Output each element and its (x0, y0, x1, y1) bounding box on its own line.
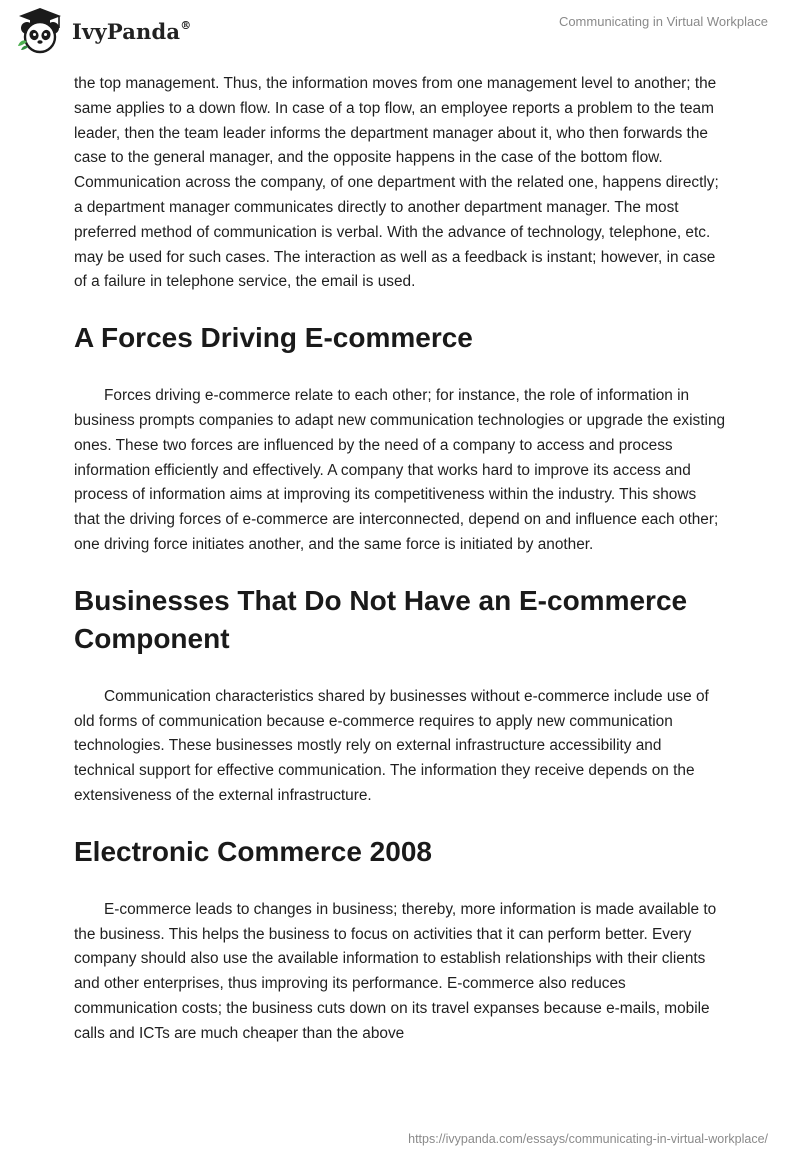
panda-icon (14, 6, 66, 56)
section-heading-electronic-commerce-2008: Electronic Commerce 2008 (74, 835, 432, 867)
section-heading-forces-driving-ecommerce: A Forces Driving E-commerce (74, 322, 473, 354)
essay-content (74, 72, 726, 1047)
ivypanda-logo[interactable] (14, 6, 191, 56)
section-heading-businesses-without-ecommerce: Businesses That Do Not Have an E-commerce Component (74, 584, 688, 654)
source-url[interactable]: https://ivypanda.com/essays/communicating-in-virtual-workplace/ (408, 1132, 768, 1146)
section-paragraph-businesses-without-ecommerce: Communication characteristics shared by businesses without e-commerce include use of old forms of communication because e-commerce requires to apply new communication technologies. These businesses mostly rely on external infrastructure accessibility and technical support for effective communication. The information they receive depends on the extensiveness of the external infrastructure. (74, 687, 709, 804)
brand-name: IvyPanda® (72, 18, 192, 44)
section-paragraph-electronic-commerce-2008: E-commerce leads to changes in business; thereby, more information is made available to the business. This helps the business to focus on activities that it can perform better. Every company should also use the available information to establish relationships with their clients and other enterprises, thus improving its performance. E-commerce also reduces communication costs; the business cuts down on its travel expanses because e-mails, mobile calls and ICTs are much cheaper than the above (74, 900, 717, 1042)
page-header (0, 0, 800, 70)
document-title: Communicating in Virtual Workplace (558, 14, 768, 29)
intro-paragraph: the top management. Thus, the information moves from one management level to another; the same applies to a down flow. In case of a top flow, an employee reports a problem to the team leader, then the team leader informs the department manager about it, who then forwards the case to the general manager, and the opposite happens in the case of the bottom flow. Communication across the company, of one department with the related one, happens directly; a department manager communicates directly to another department manager. The most preferred method of communication is verbal. With the advance of technology, telephone, etc. may be used for such cases. The interaction as well as a feedback is instant; however, in case of a failure in telephone service, the email is used. (74, 75, 719, 291)
section-paragraph-forces-driving-ecommerce: Forces driving e-commerce relate to each other; for instance, the role of information in business prompts companies to adapt new communication technologies or upgrade the existing ones. These two forces are influenced by the need of a company to access and process information efficiently and effectively. A company that works hard to improve its access and process of information aims at improving its competitiveness within the industry. This shows that the driving forces of e-commerce are interconnected, depend on and influence each other; one driving force initiates another, and the same force is initiated by another. (74, 387, 726, 553)
